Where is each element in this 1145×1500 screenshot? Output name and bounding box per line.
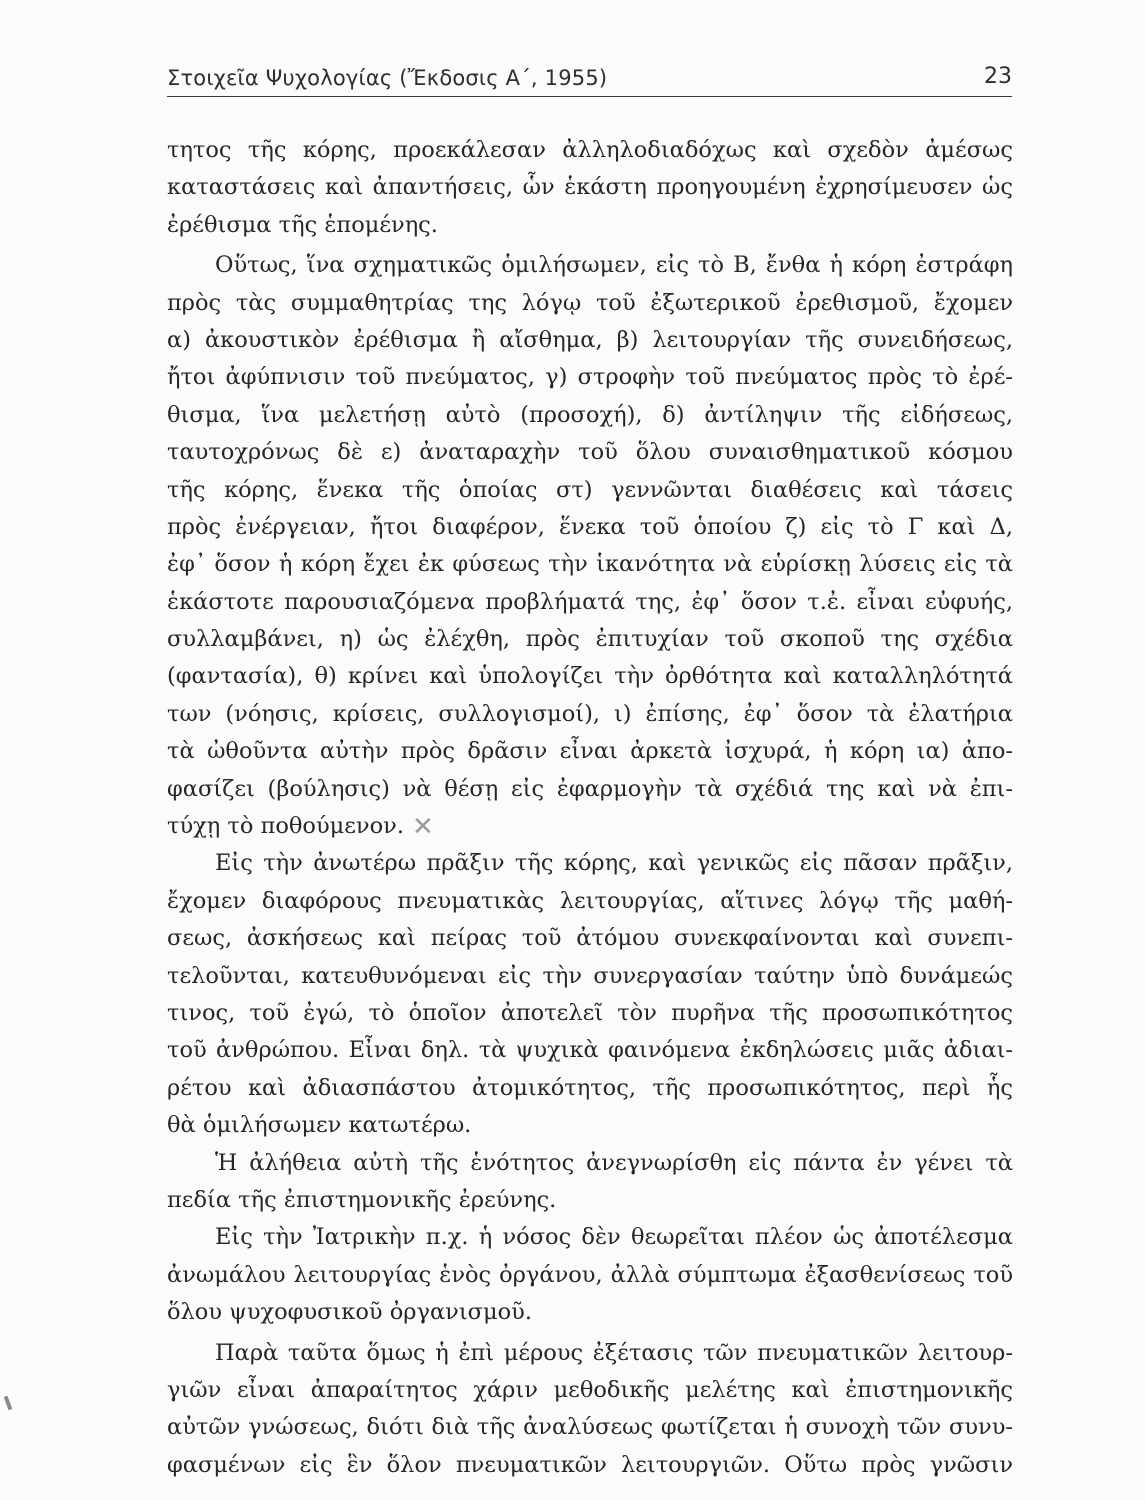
- text-line: θὰ ὁμιλήσωμεν κατωτέρω.: [167, 1112, 472, 1139]
- paragraph-start-line: Εἰς τὴν Ἰατρικὴν π.χ. ἡ νόσος δὲν θεωρεῖται πλέον ὡς ἀποτέλεσμα: [215, 1224, 1013, 1251]
- text-line: φασμένων εἰς ἓν ὅλον πνευματικῶν λειτουργιῶν. Οὕτω πρὸς γνῶσιν: [167, 1451, 1013, 1478]
- text-line: τῆς κόρης, ἕνεκα τῆς ὁποίας στ) γεννῶνται διαθέσεις καὶ τάσεις: [167, 476, 1013, 503]
- text-line: ὅλου ψυχοφυσικοῦ ὀργανισμοῦ.: [167, 1299, 533, 1326]
- text-line: καταστάσεις καὶ ἀπαντήσεις, ὧν ἑκάστη προηγουμένη ἐχρησίμευσεν ὡς: [167, 174, 1013, 201]
- text-line: τοῦ ἀνθρώπου. Εἶναι δηλ. τὰ ψυχικὰ φαινόμενα ἐκδηλώσεις μιᾶς ἀδιαι-: [167, 1037, 1013, 1064]
- text-line: τελοῦνται, κατευθυνόμεναι εἰς τὴν συνεργασίαν ταύτην ὑπὸ δυνάμεώς: [167, 962, 1013, 989]
- text-line: (φαντασία), θ) κρίνει καὶ ὑπολογίζει τὴν ὀρθότητα καὶ καταλληλότητά: [167, 663, 1013, 690]
- text-line: φασίζει (βούλησις) νὰ θέσῃ εἰς ἐφαρμογὴν τὰ σχέδιά της καὶ νὰ ἐπι-: [167, 775, 1013, 802]
- paragraph-start-line: Ἡ ἀλήθεια αὐτὴ τῆς ἑνότητος ἀνεγνωρίσθη εἰς πάντα ἐν γένει τὰ: [215, 1149, 1013, 1176]
- text-line: γιῶν εἶναι ἀπαραίτητος χάριν μεθοδικῆς μελέτης καὶ ἐπιστημονικῆς: [167, 1376, 1013, 1403]
- text-line: ἀνωμάλου λειτουργίας ἑνὸς ὀργάνου, ἀλλὰ σύμπτωμα ἐξασθενίσεως τοῦ: [167, 1261, 1013, 1288]
- text-line: ἑκάστοτε παρουσιαζόμενα προβλήματά της, ἐφ᾽ ὅσον τ.ἐ. εἶναι εὐφυής,: [167, 588, 1013, 615]
- text-line: [167, 808, 1013, 845]
- text-line: σεως, ἀσκήσεως καὶ πείρας τοῦ ἀτόμου συνεκφαίνονται καὶ συνεπι-: [167, 925, 1013, 952]
- text-line: θισμα, ἵνα μελετήσῃ αὐτὸ (προσοχή), δ) ἀντίληψιν τῆς εἰδήσεως,: [167, 401, 1013, 428]
- scan-edge-mark: [4, 1396, 13, 1411]
- page-number: 23: [984, 64, 1012, 89]
- text-line: ἤτοι ἀφύπνισιν τοῦ πνεύματος, γ) στροφὴν τοῦ πνεύματος πρὸς τὸ ἐρέ-: [167, 364, 1013, 391]
- text-line: των (νόησις, κρίσεις, συλλογισμοί), ι) ἐπίσης, ἐφ᾽ ὅσον τὰ ἐλατήρια: [167, 700, 1013, 727]
- text-line: τινος, τοῦ ἐγώ, τὸ ὁποῖον ἀποτελεῖ τὸν πυρῆνα τῆς προσωπικότητος: [167, 999, 1013, 1026]
- text-line: ταυτοχρόνως δὲ ε) ἀναταραχὴν τοῦ ὅλου συναισθηματικοῦ κόσμου: [167, 439, 1013, 466]
- paragraph-start-line: Παρὰ ταῦτα ὅμως ἡ ἐπὶ μέρους ἐξέτασις τῶν πνευματικῶν λειτουρ-: [215, 1339, 1013, 1366]
- text-line: ρέτου καὶ ἀδιασπάστου ἀτομικότητος, τῆς προσωπικότητος, περὶ ἧς: [167, 1074, 1013, 1101]
- text-line: αὐτῶν γνώσεως, διότι διὰ τῆς ἀναλύσεως φωτίζεται ἡ συνοχὴ τῶν συνυ-: [167, 1414, 1013, 1441]
- text-line: ἐφ᾽ ὅσον ἡ κόρη ἔχει ἐκ φύσεως τὴν ἱκανότητα νὰ εὑρίσκῃ λύσεις εἰς τὰ: [167, 551, 1013, 578]
- text-line: πεδία τῆς ἐπιστημονικῆς ἐρεύνης.: [167, 1186, 557, 1213]
- text-line: ἐρέθισμα τῆς ἑπομένης.: [167, 211, 438, 238]
- text-line: πρὸς τὰς συμμαθητρίας της λόγῳ τοῦ ἐξωτερικοῦ ἐρεθισμοῦ, ἔχομεν: [167, 289, 1013, 316]
- text-line: τὰ ὠθοῦντα αὐτὴν πρὸς δρᾶσιν εἶναι ἀρκετὰ ἰσχυρά, ἡ κόρη ια) ἀπο-: [167, 738, 1013, 765]
- handwritten-cross-mark: ✕: [411, 812, 434, 843]
- text-line: α) ἀκουστικὸν ἐρέθισμα ἢ αἴσθημα, β) λειτουργίαν τῆς συνειδήσεως,: [167, 326, 1013, 353]
- paragraph-start-line: Οὕτως, ἵνα σχηματικῶς ὁμιλήσωμεν, εἰς τὸ Β, ἔνθα ἡ κόρη ἐστράφη: [215, 252, 1013, 279]
- text-line: συλλαμβάνει, η) ὡς ἐλέχθη, πρὸς ἐπιτυχίαν τοῦ σκοποῦ της σχέδια: [167, 626, 1013, 653]
- body-text: [167, 132, 1013, 1484]
- text-line: πρὸς ἐνέργειαν, ἤτοι διαφέρον, ἕνεκα τοῦ ὁποίου ζ) εἰς τὸ Γ καὶ Δ,: [167, 513, 1013, 540]
- running-header-title: Στοιχεῖα Ψυχολογίας (Ἔκδοσις Α΄, 1955): [167, 66, 608, 90]
- text-line: ἔχομεν διαφόρους πνευματικὰς λειτουργίας, αἵτινες λόγῳ τῆς μαθή-: [167, 887, 1013, 914]
- paragraph-start-line: Εἰς τὴν ἀνωτέρω πρᾶξιν τῆς κόρης, καὶ γενικῶς εἰς πᾶσαν πρᾶξιν,: [215, 850, 1013, 877]
- running-header: [167, 62, 1012, 97]
- text-line: τητος τῆς κόρης, προεκάλεσαν ἀλληλοδιαδόχως καὶ σχεδὸν ἀμέσως: [167, 137, 1013, 163]
- text-line-content: τύχῃ τὸ ποθούμενον.: [167, 813, 404, 840]
